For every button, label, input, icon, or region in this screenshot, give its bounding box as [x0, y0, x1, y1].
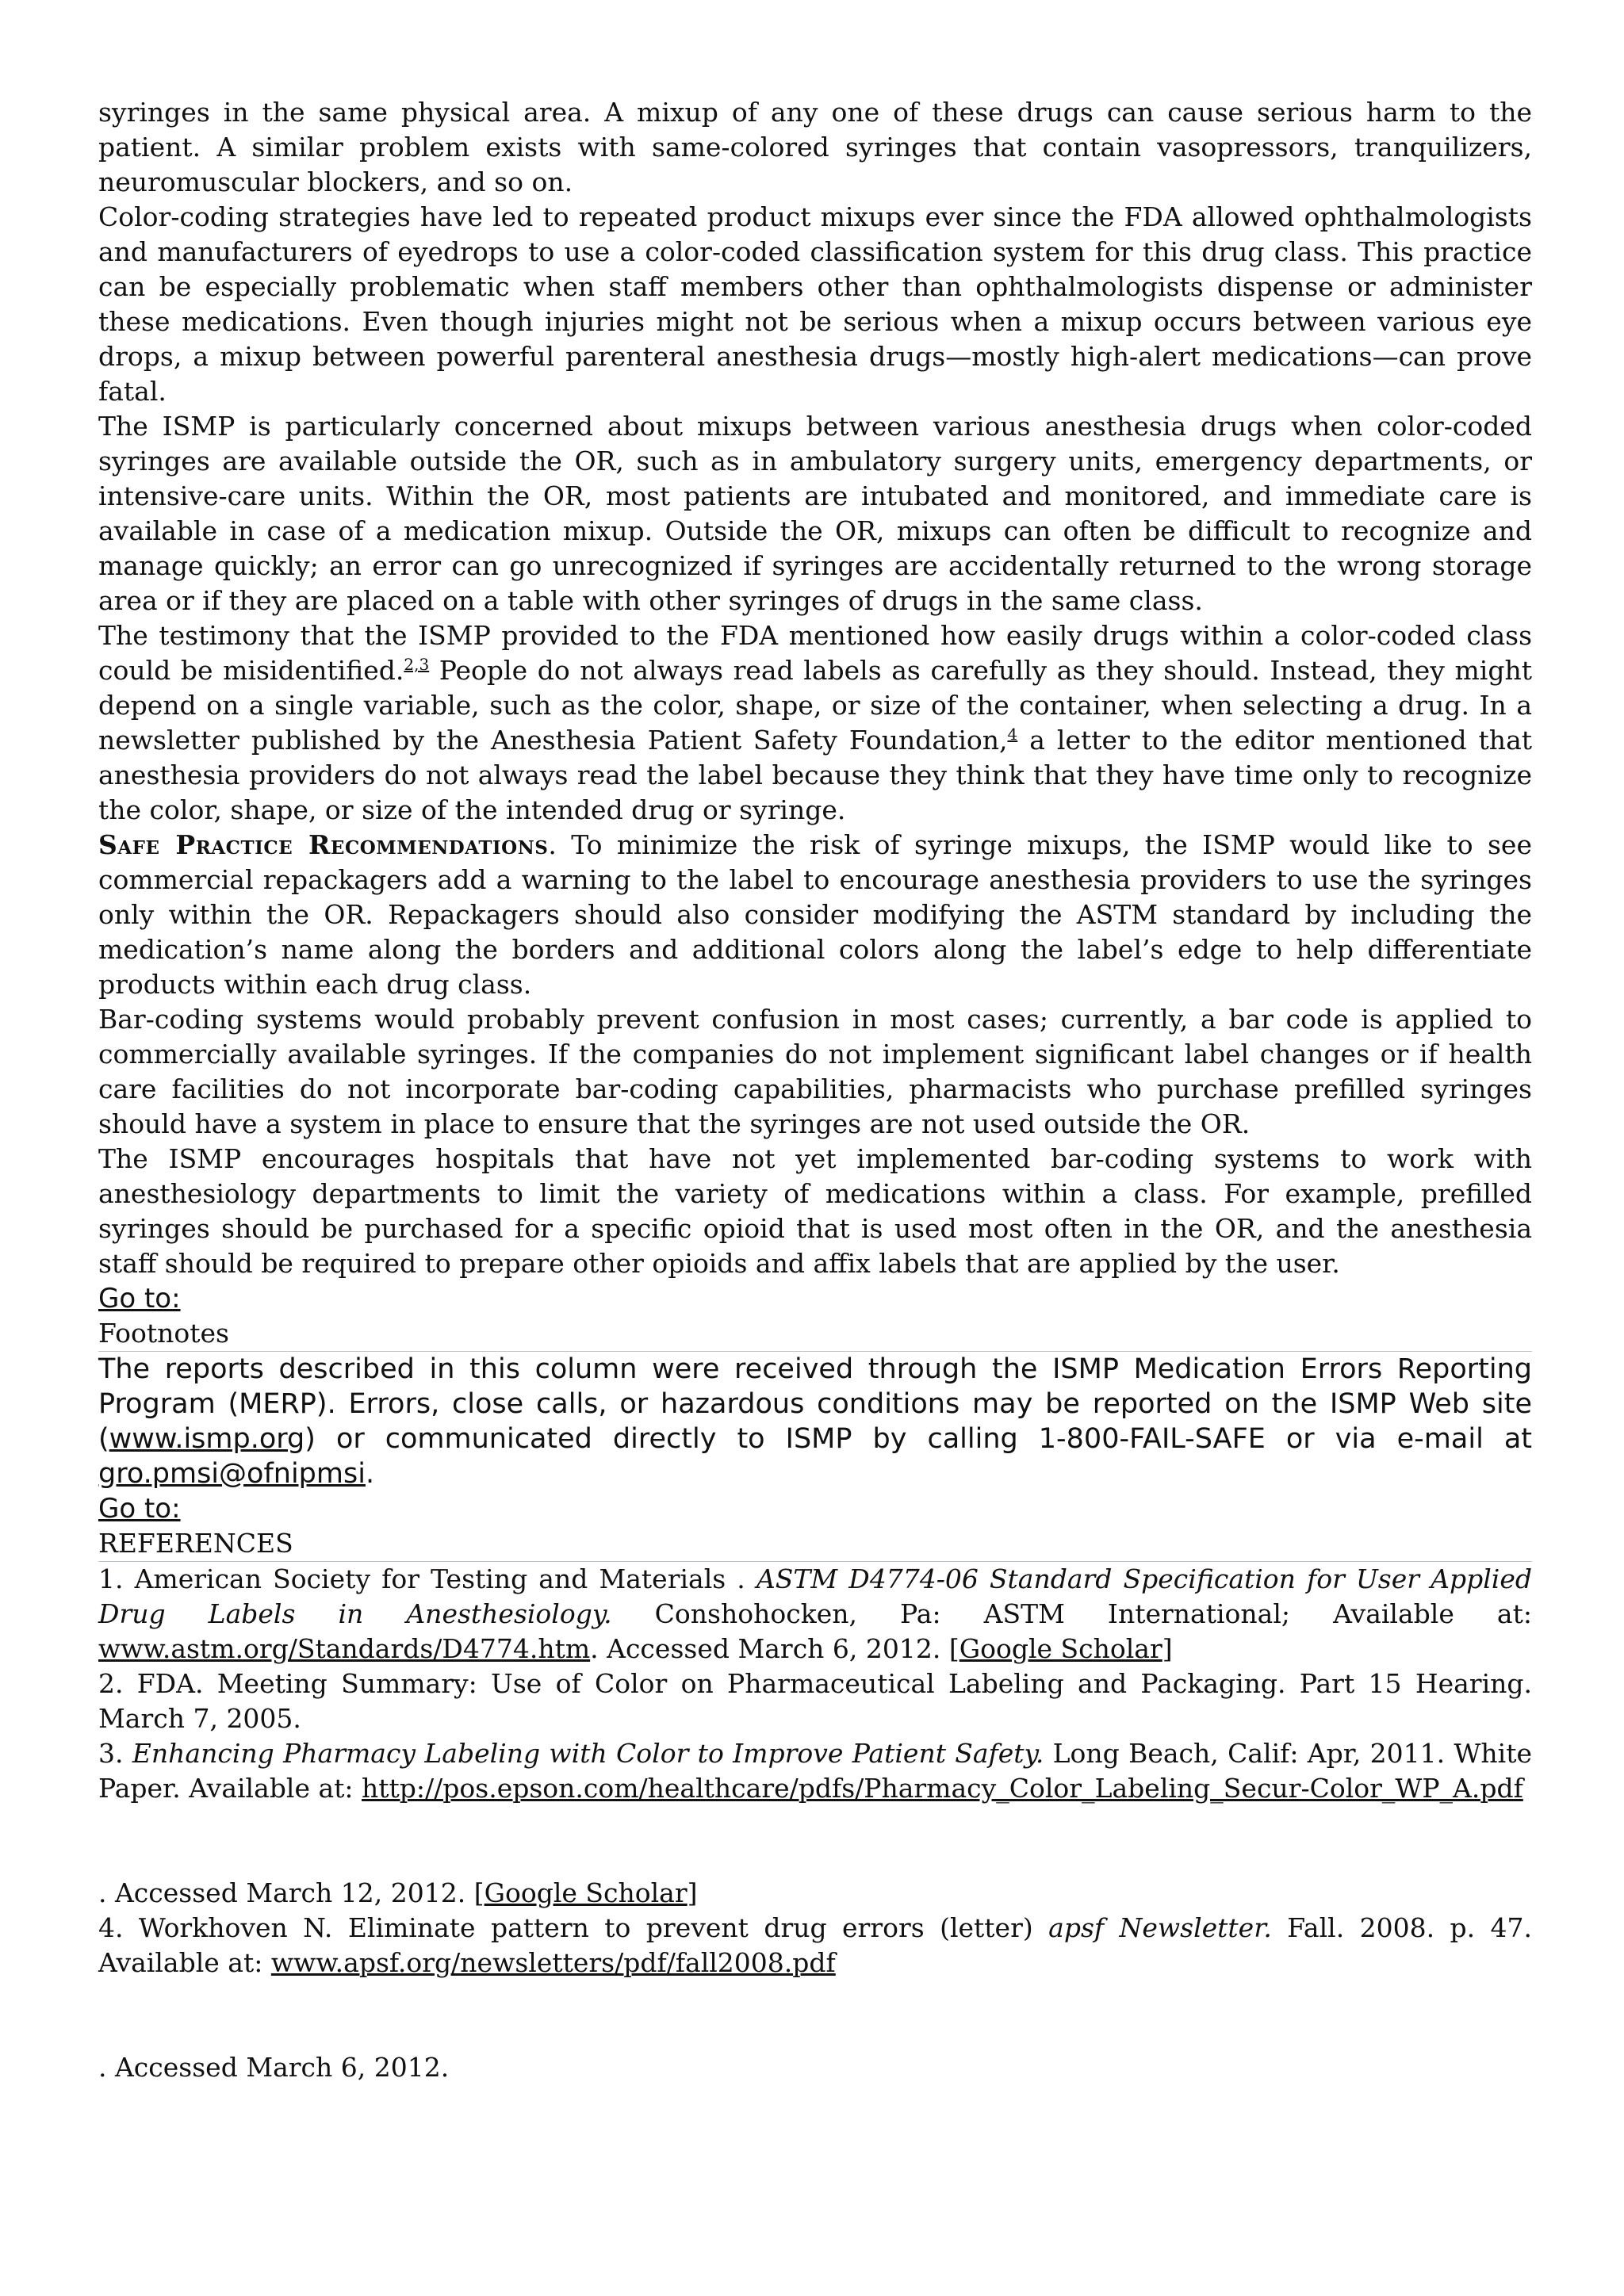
- reference-3: [98, 1736, 1532, 1806]
- body-paragraph-4: [98, 618, 1532, 828]
- reference-4-text-a: 4. Workhoven N. Eliminate pattern to prevent drug errors (letter): [98, 1912, 1049, 1943]
- reference-1-title: ASTM D4774-06 Standard Specification for User Applied Drug Labels in Anesthesiology.: [98, 1563, 1532, 1629]
- goto-references-label[interactable]: Go to:: [98, 1493, 181, 1525]
- article-content: [98, 95, 1532, 2085]
- footnote-text-a: The reports described in this column were received through the ISMP Medication Errors Reporting Program (MERP). Errors, close calls, or hazardous conditions may be reported on the ISMP Web site (: [98, 1353, 1532, 1455]
- goto-footnotes-label[interactable]: Go to:: [98, 1283, 181, 1314]
- reference-3-epson-link[interactable]: http://pos.epson.com/healthcare/pdfs/Pharmacy_Color_Labeling_Secur-Color_WP_A.pdf: [362, 1773, 1523, 1804]
- reference-1: [98, 1562, 1532, 1667]
- paragraph-4-text-b: People do not always read labels as carefully as they should. Instead, they might depend on a single variable, such as the color, shape, or size of the container, when selecting a drug. In a newsletter published by the Anesthesia Patient Safety Foundation,: [98, 655, 1532, 756]
- footnotes-heading: Footnotes: [98, 1318, 229, 1349]
- reference-4: [98, 1911, 1532, 1980]
- footnote-text-c: .: [365, 1458, 375, 1490]
- reference-4-title: apsf Newsletter.: [1048, 1912, 1272, 1943]
- paragraph-4-text-a: The testimony that the ISMP provided to the FDA mentioned how easily drugs within a color-coded class could be misidentified.: [98, 620, 1532, 686]
- reference-1-text-b: Conshohocken, Pa: ASTM International; Available at:: [611, 1598, 1532, 1629]
- reference-1-text-a: 1. American Society for Testing and Materials .: [98, 1563, 756, 1594]
- reference-3-text-a: 3.: [98, 1738, 132, 1769]
- reference-3-spacer: [98, 1806, 1532, 1876]
- reference-3-title: Enhancing Pharmacy Labeling with Color to Improve Patient Safety.: [132, 1738, 1044, 1769]
- reference-3-text-c-b: ]: [687, 1877, 698, 1908]
- reference-3-accessed: [98, 1876, 1532, 1911]
- ismp-email-link[interactable]: gro.pmsi@ofnipmsi: [98, 1458, 366, 1490]
- references-heading: REFERENCES: [98, 1528, 293, 1559]
- reference-4-spacer: [98, 1980, 1532, 2050]
- paragraph-4-text-c: a letter to the editor mentioned that anesthesia providers do not always read the label because they think that they have time only to recognize the color, shape, or size of the intended drug or syringe.: [98, 725, 1532, 825]
- citation-2-3-link[interactable]: 2,3: [404, 655, 430, 674]
- citation-2-3[interactable]: [404, 655, 429, 674]
- footnote-text-b: ) or communicated directly to ISMP by calling 1-800-FAIL-SAFE or via e-mail at: [304, 1423, 1532, 1455]
- ismp-website-link[interactable]: www.ismp.org: [109, 1423, 305, 1455]
- citation-4-link[interactable]: 4: [1007, 725, 1018, 744]
- reference-1-astm-link[interactable]: www.astm.org/Standards/D4774.htm: [98, 1633, 591, 1664]
- safe-practice-heading: Safe Practice Recommendations: [98, 829, 549, 860]
- body-paragraph-7: The ISMP encourages hospitals that have not yet implemented bar-coding systems to work with anesthesiology departments to limit the variety of medications within a class. For example, prefilled syringes should be purchased for a specific opioid that is used most often in the OR, and the anesthesia staff should be required to prepare other opioids and affix labels that are applied by the user.: [98, 1143, 1532, 1279]
- reference-1-text-d: ]: [1162, 1633, 1173, 1664]
- paragraph-5-text: . To minimize the risk of syringe mixups, the ISMP would like to see commercial repackagers add a warning to the label to encourage anesthesia providers to use the syringes only within the OR. Repackagers should also consider modifying the ASTM standard by including the medication’s name along the borders and additional colors along the label’s edge to help differentiate products within each drug class.: [98, 829, 1532, 1000]
- reference-3-google-scholar-link[interactable]: Google Scholar: [484, 1877, 688, 1908]
- goto-footnotes[interactable]: [98, 1281, 1532, 1316]
- reference-2: 2. FDA. Meeting Summary: Use of Color on Pharmaceutical Labeling and Packaging. Part 15 Hearing. March 7, 2005.: [98, 1668, 1532, 1734]
- reference-3-text-b: Long Beach, Calif: Apr, 2011. White Paper. Available at:: [98, 1738, 1532, 1804]
- reference-4-apsf-link[interactable]: www.apsf.org/newsletters/pdf/fall2008.pdf: [270, 1947, 836, 1978]
- body-paragraph-5: [98, 828, 1532, 1002]
- reference-4-accessed: . Accessed March 6, 2012.: [98, 2052, 450, 2083]
- body-paragraph-3: The ISMP is particularly concerned about mixups between various anesthesia drugs when color-coded syringes are available outside the OR, such as in ambulatory surgery units, emergency departments, or intensive-care units. Within the OR, most patients are intubated and monitored, and immediate care is available in case of a medication mixup. Outside the OR, mixups can often be difficult to recognize and manage quickly; an error can go unrecognized if syringes are accidentally returned to the wrong storage area or if they are placed on a table with other syringes of drugs in the same class.: [98, 411, 1532, 616]
- goto-references[interactable]: [98, 1491, 1532, 1526]
- body-paragraph-1: syringes in the same physical area. A mixup of any one of these drugs can cause serious harm to the patient. A similar problem exists with same-colored syringes that contain vasopressors, tranquilizers, neuromuscular blockers, and so on.: [98, 97, 1532, 197]
- body-paragraph-6: Bar-coding systems would probably prevent confusion in most cases; currently, a bar code is applied to commercially available syringes. If the companies do not implement significant label changes or if health care facilities do not incorporate bar-coding capabilities, pharmacists who purchase prefilled syringes should have a system in place to ensure that the syringes are not used outside the OR.: [98, 1004, 1532, 1139]
- reference-4-text-b: Fall. 2008. p. 47. Available at:: [98, 1912, 1532, 1978]
- reference-1-text-c: . Accessed March 6, 2012. [: [590, 1633, 959, 1664]
- reference-3-text-c-a: . Accessed March 12, 2012. [: [98, 1877, 485, 1908]
- body-paragraph-2: Color-coding strategies have led to repeated product mixups ever since the FDA allowed ophthalmologists and manufacturers of eyedrops to use a color-coded classification system for this drug class. This practice can be especially problematic when staff members other than ophthalmologists dispense or administer these medications. Even though injuries might not be serious when a mixup occurs between various eye drops, a mixup between powerful parenteral anesthesia drugs—mostly high-alert medications—can prove fatal.: [98, 201, 1532, 407]
- reference-1-google-scholar-link[interactable]: Google Scholar: [959, 1633, 1162, 1664]
- footnote-text: [98, 1352, 1532, 1491]
- citation-4[interactable]: [1008, 725, 1018, 744]
